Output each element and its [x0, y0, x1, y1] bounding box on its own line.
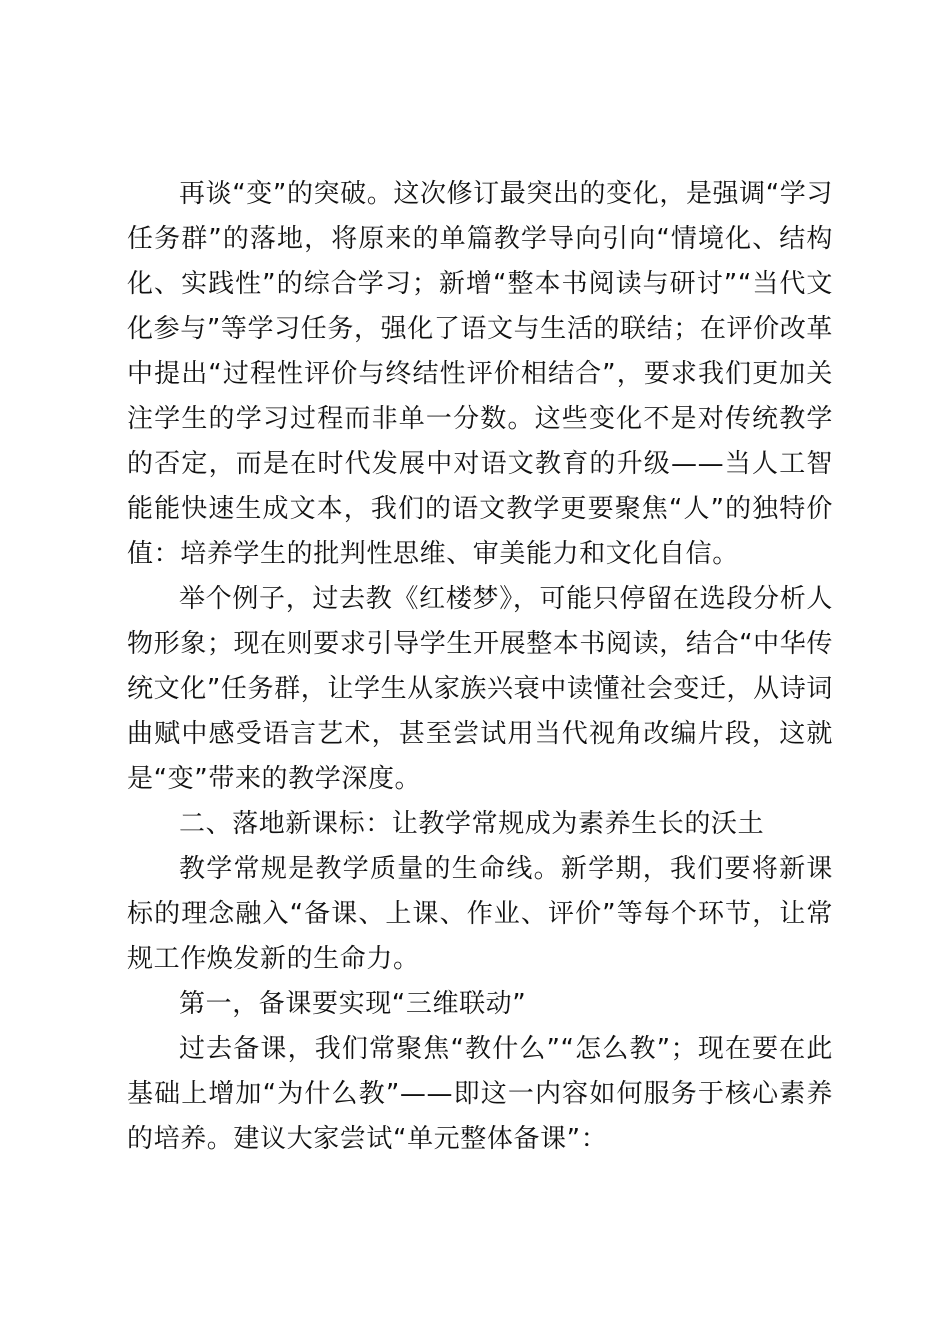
paragraph-teaching-routine: 教学常规是教学质量的生命线。新学期，我们要将新课标的理念融入“备课、上课、作业、评价”等每个环节，让常规工作焕发新的生命力。 [127, 854, 833, 974]
document-body [127, 172, 833, 1162]
section-heading: 二、落地新课标：让教学常规成为素养生长的沃土 [179, 809, 765, 839]
paragraph-lesson-prep: 过去备课，我们常聚焦“教什么”“怎么教”；现在要在此基础上增加“为什么教”——即这一内容如何服务于核心素养的培养。建议大家尝试“单元整体备课”： [127, 1034, 833, 1154]
subheading-first: 第一，备课要实现“三维联动” [179, 989, 527, 1019]
paragraph-breakthrough: 再谈“变”的突破。这次修订最突出的变化，是强调“学习任务群”的落地，将原来的单篇教学导向引向“情境化、结构化、实践性”的综合学习；新增“整本书阅读与研讨”“当代文化参与”等学习任务，强化了语文与生活的联结；在评价改革中提出“过程性评价与终结性评价相结合”，要求我们更加关注学生的学习过程而非单一分数。这些变化不是对传统教学的否定，而是在时代发展中对语文教育的升级——当人工智能能快速生成文本，我们的语文教学更要聚焦“人”的独特价值：培养学生的批判性思维、审美能力和文化自信。 [127, 179, 834, 569]
paragraph-example: 举个例子，过去教《红楼梦》，可能只停留在选段分析人物形象；现在则要求引导学生开展整本书阅读，结合“中华传统文化”任务群，让学生从家族兴衰中读懂社会变迁，从诗词曲赋中感受语言艺术，甚至尝试用当代视角改编片段，这就是“变”带来的教学深度。 [127, 584, 833, 794]
